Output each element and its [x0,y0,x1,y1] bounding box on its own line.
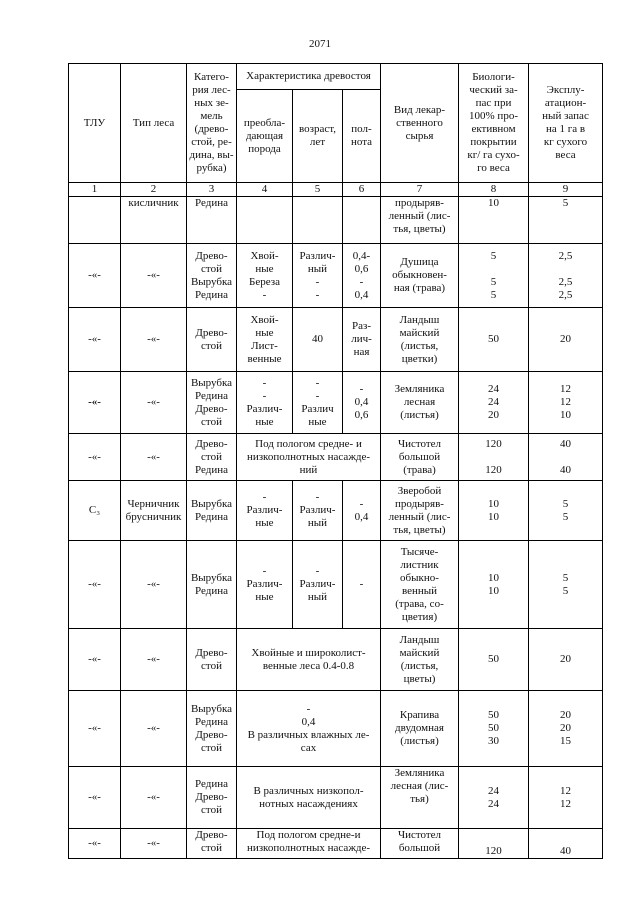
col-number: 1 [69,183,121,197]
header-forest-type: Тип леса [121,64,187,183]
cell-forest-type: -«- [121,629,187,691]
header-tlu: ТЛУ [69,64,121,183]
cell-stand-merged: В различных низкопол- нотных насаждениях [237,767,381,829]
cell-forest-type: -«- [121,434,187,481]
cell-species: - Различ- ные [237,541,293,629]
cell-tlu: -«- [69,244,121,308]
cell-exploit-reserve: 2,5 2,5 2,5 [529,244,603,308]
col-number: 8 [459,183,529,197]
cell-density: - 0,4 0,6 [343,372,381,434]
cell-species: Хвой- ные Береза - [237,244,293,308]
cell-age [293,197,343,244]
table-row [69,372,603,434]
cell-tlu: С₃ [69,481,121,541]
cell-category: Вырубка Редина [187,541,237,629]
cell-tlu: -«- [69,767,121,829]
table-row [69,767,603,829]
cell-tlu: -«- [69,434,121,481]
cell-exploit-reserve: 20 [529,308,603,372]
cell-category: Древо- стой Вырубка Редина [187,244,237,308]
cell-forest-type: -«- [121,308,187,372]
cell-exploit-reserve: 5 5 [529,481,603,541]
cell-raw-material: Ландыш майский (листья, цветки) [381,308,459,372]
table-row [69,629,603,691]
cell-tlu: -«- [69,372,121,434]
col-number: 4 [237,183,293,197]
cell-category: Древо- стой [187,829,237,859]
cell-bio-reserve: 50 [459,308,529,372]
cell-exploit-reserve: 20 [529,629,603,691]
cell-raw-material: продыряв- ленный (лис- тья, цветы) [381,197,459,244]
cell-age: - Различ- ный [293,481,343,541]
cell-category: Редина Древо- стой [187,767,237,829]
cell-category: Древо- стой Редина [187,434,237,481]
table-row [69,691,603,767]
cell-raw-material: Душица обыкновен- ная (трава) [381,244,459,308]
cell-age: 40 [293,308,343,372]
cell-density: - 0,4 [343,481,381,541]
cell-bio-reserve: 5 5 5 [459,244,529,308]
cell-species [237,197,293,244]
header-bio-reserve: Биологи- ческий за- пас при 100% про- ективном покрытии кг/ га сухо- го веса [459,64,529,183]
cell-tlu [69,197,121,244]
header-raw-material: Вид лекар- ственного сырья [381,64,459,183]
cell-category: Редина [187,197,237,244]
cell-category: Древо- стой [187,308,237,372]
col-number: 9 [529,183,603,197]
cell-species: - - Различ- ные [237,372,293,434]
col-number: 3 [187,183,237,197]
cell-stand-merged: - 0,4 В различных влажных ле- сах [237,691,381,767]
col-number: 6 [343,183,381,197]
cell-exploit-reserve: 12 12 10 [529,372,603,434]
cell-tlu: -«- [69,629,121,691]
cell-density: 0,4- 0,6 - 0,4 [343,244,381,308]
cell-raw-material: Земляника лесная (лис- тья) [381,767,459,829]
cell-exploit-reserve: 5 5 [529,541,603,629]
cell-forest-type: -«- [121,541,187,629]
cell-bio-reserve: 24 24 20 [459,372,529,434]
cell-bio-reserve: 10 [459,197,529,244]
table-row [69,244,603,308]
cell-age: - Различ- ный [293,541,343,629]
cell-forest-type: Черничник брусничник [121,481,187,541]
cell-forest-type: -«- [121,829,187,859]
header-land-category: Катего- рия лес- ных зе- мель (древо- стой, ре- дина, вы- рубка) [187,64,237,183]
cell-bio-reserve: 10 10 [459,541,529,629]
cell-density: - [343,541,381,629]
cell-raw-material: Крапива двудомная (листья) [381,691,459,767]
cell-stand-merged: Хвойные и широколист- венные леса 0.4-0.8 [237,629,381,691]
cell-tlu: -«- [69,541,121,629]
cell-exploit-reserve: 12 12 [529,767,603,829]
table-row [69,541,603,629]
cell-raw-material: Зверобой продыряв- ленный (лис- тья, цветы) [381,481,459,541]
cell-bio-reserve: 120 120 [459,434,529,481]
cell-species: Хвой- ные Лист- венные [237,308,293,372]
cell-forest-type: -«- [121,767,187,829]
cell-tlu: -«- [69,308,121,372]
header-exploit-reserve: Эксплу- атацион- ный запас на 1 га в кг сухого веса [529,64,603,183]
cell-tlu: -«- [69,691,121,767]
cell-raw-material: Ландыш майский (листья, цветы) [381,629,459,691]
col-number: 2 [121,183,187,197]
cell-category: Вырубка Редина [187,481,237,541]
cell-forest-type: -«- [121,372,187,434]
header-age: возраст, лет [293,90,343,183]
col-number: 5 [293,183,343,197]
table-row [69,308,603,372]
cell-raw-material: Чистотел большой [381,829,459,859]
medicinal-raw-materials-table [68,63,603,859]
cell-bio-reserve: 50 [459,629,529,691]
table-row [69,829,603,859]
cell-age: - - Различ ные [293,372,343,434]
header-stand-characteristics: Характеристика древостоя [237,64,381,90]
cell-bio-reserve: 120 [459,829,529,859]
page-number: 2071 [309,38,331,50]
header-density: пол- нота [343,90,381,183]
cell-stand-merged: Под пологом средне-и низкополнотных насажде- [237,829,381,859]
cell-category: Вырубка Редина Древо- стой [187,372,237,434]
cell-raw-material: Чистотел большой (трава) [381,434,459,481]
cell-bio-reserve: 50 50 30 [459,691,529,767]
cell-category: Древо- стой [187,629,237,691]
cell-tlu: -«- [69,829,121,859]
cell-exploit-reserve: 40 40 [529,434,603,481]
table-row [69,481,603,541]
cell-density [343,197,381,244]
cell-forest-type: -«- [121,244,187,308]
cell-exploit-reserve: 20 20 15 [529,691,603,767]
cell-raw-material: Земляника лесная (листья) [381,372,459,434]
cell-category: Вырубка Редина Древо- стой [187,691,237,767]
table-row [69,434,603,481]
cell-exploit-reserve: 5 [529,197,603,244]
col-number: 7 [381,183,459,197]
cell-forest-type: кисличник [121,197,187,244]
table-row [69,197,603,244]
cell-forest-type: -«- [121,691,187,767]
cell-age: Различ- ный - - [293,244,343,308]
header-dominant-species: преобла- дающая порода [237,90,293,183]
cell-exploit-reserve: 40 [529,829,603,859]
cell-stand-merged: Под пологом средне- и низкополнотных насажде- ний [237,434,381,481]
cell-bio-reserve: 24 24 [459,767,529,829]
cell-raw-material: Тысяче- листник обыкно- венный (трава, со- цветия) [381,541,459,629]
cell-density: Раз- лич- ная [343,308,381,372]
cell-bio-reserve: 10 10 [459,481,529,541]
cell-species: - Различ- ные [237,481,293,541]
